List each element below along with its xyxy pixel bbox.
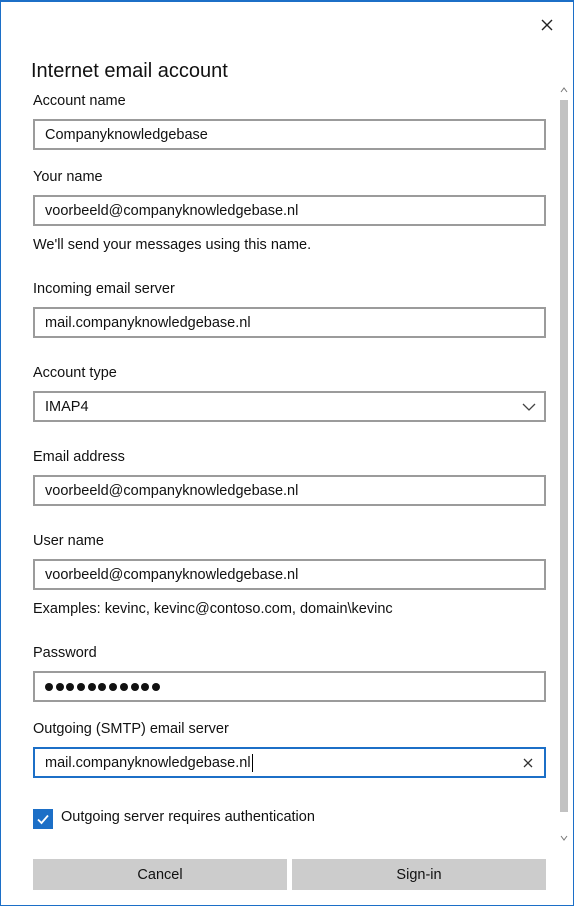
cancel-button[interactable]: Cancel [33, 859, 287, 890]
outgoing-server-label: Outgoing (SMTP) email server [33, 721, 229, 737]
dialog-title: Internet email account [31, 60, 228, 82]
auth-checkbox[interactable] [33, 809, 53, 829]
password-dot [98, 683, 106, 691]
account-name-label: Account name [33, 93, 126, 109]
account-name-input[interactable] [33, 119, 546, 150]
your-name-label: Your name [33, 169, 103, 185]
password-dot [109, 683, 117, 691]
account-name-value: Companyknowledgebase [45, 126, 208, 143]
incoming-server-label: Incoming email server [33, 281, 175, 297]
signin-button[interactable]: Sign-in [292, 859, 546, 890]
scrollbar[interactable] [558, 86, 570, 846]
password-input[interactable] [33, 671, 546, 702]
auth-checkbox-label[interactable]: Outgoing server requires authentication [61, 809, 315, 825]
checkmark-icon [36, 812, 50, 826]
email-address-value: voorbeeld@companyknowledgebase.nl [45, 482, 299, 499]
password-dot [131, 683, 139, 691]
password-dot [77, 683, 85, 691]
user-name-label: User name [33, 533, 104, 549]
user-name-input[interactable] [33, 559, 546, 590]
password-dot [120, 683, 128, 691]
incoming-server-value: mail.companyknowledgebase.nl [45, 314, 251, 331]
clear-icon [523, 758, 533, 768]
close-button[interactable] [534, 12, 560, 38]
account-type-value: IMAP4 [45, 398, 89, 415]
outgoing-server-input[interactable] [33, 747, 546, 778]
password-dot [66, 683, 74, 691]
account-type-label: Account type [33, 365, 117, 381]
email-address-input[interactable] [33, 475, 546, 506]
password-dot [88, 683, 96, 691]
password-dot [152, 683, 160, 691]
user-name-hint: Examples: kevinc, kevinc@contoso.com, domain\kevinc [33, 601, 393, 617]
scroll-down-icon[interactable] [560, 834, 568, 842]
scroll-up-icon[interactable] [560, 86, 568, 94]
account-type-select[interactable] [33, 391, 546, 422]
scrollbar-thumb[interactable] [560, 100, 568, 812]
incoming-server-input[interactable] [33, 307, 546, 338]
chevron-down-icon [522, 400, 536, 414]
text-caret [252, 754, 253, 772]
password-mask [45, 679, 163, 695]
clear-input-button[interactable] [518, 753, 538, 773]
your-name-hint: We'll send your messages using this name. [33, 237, 312, 253]
user-name-value: voorbeeld@companyknowledgebase.nl [45, 566, 299, 583]
password-label: Password [33, 645, 97, 661]
close-icon [541, 19, 553, 31]
email-address-label: Email address [33, 449, 125, 465]
password-dot [45, 683, 53, 691]
your-name-input[interactable] [33, 195, 546, 226]
your-name-value: voorbeeld@companyknowledgebase.nl [45, 202, 299, 219]
outgoing-server-value: mail.companyknowledgebase.nl [45, 754, 251, 771]
password-dot [56, 683, 64, 691]
password-dot [141, 683, 149, 691]
